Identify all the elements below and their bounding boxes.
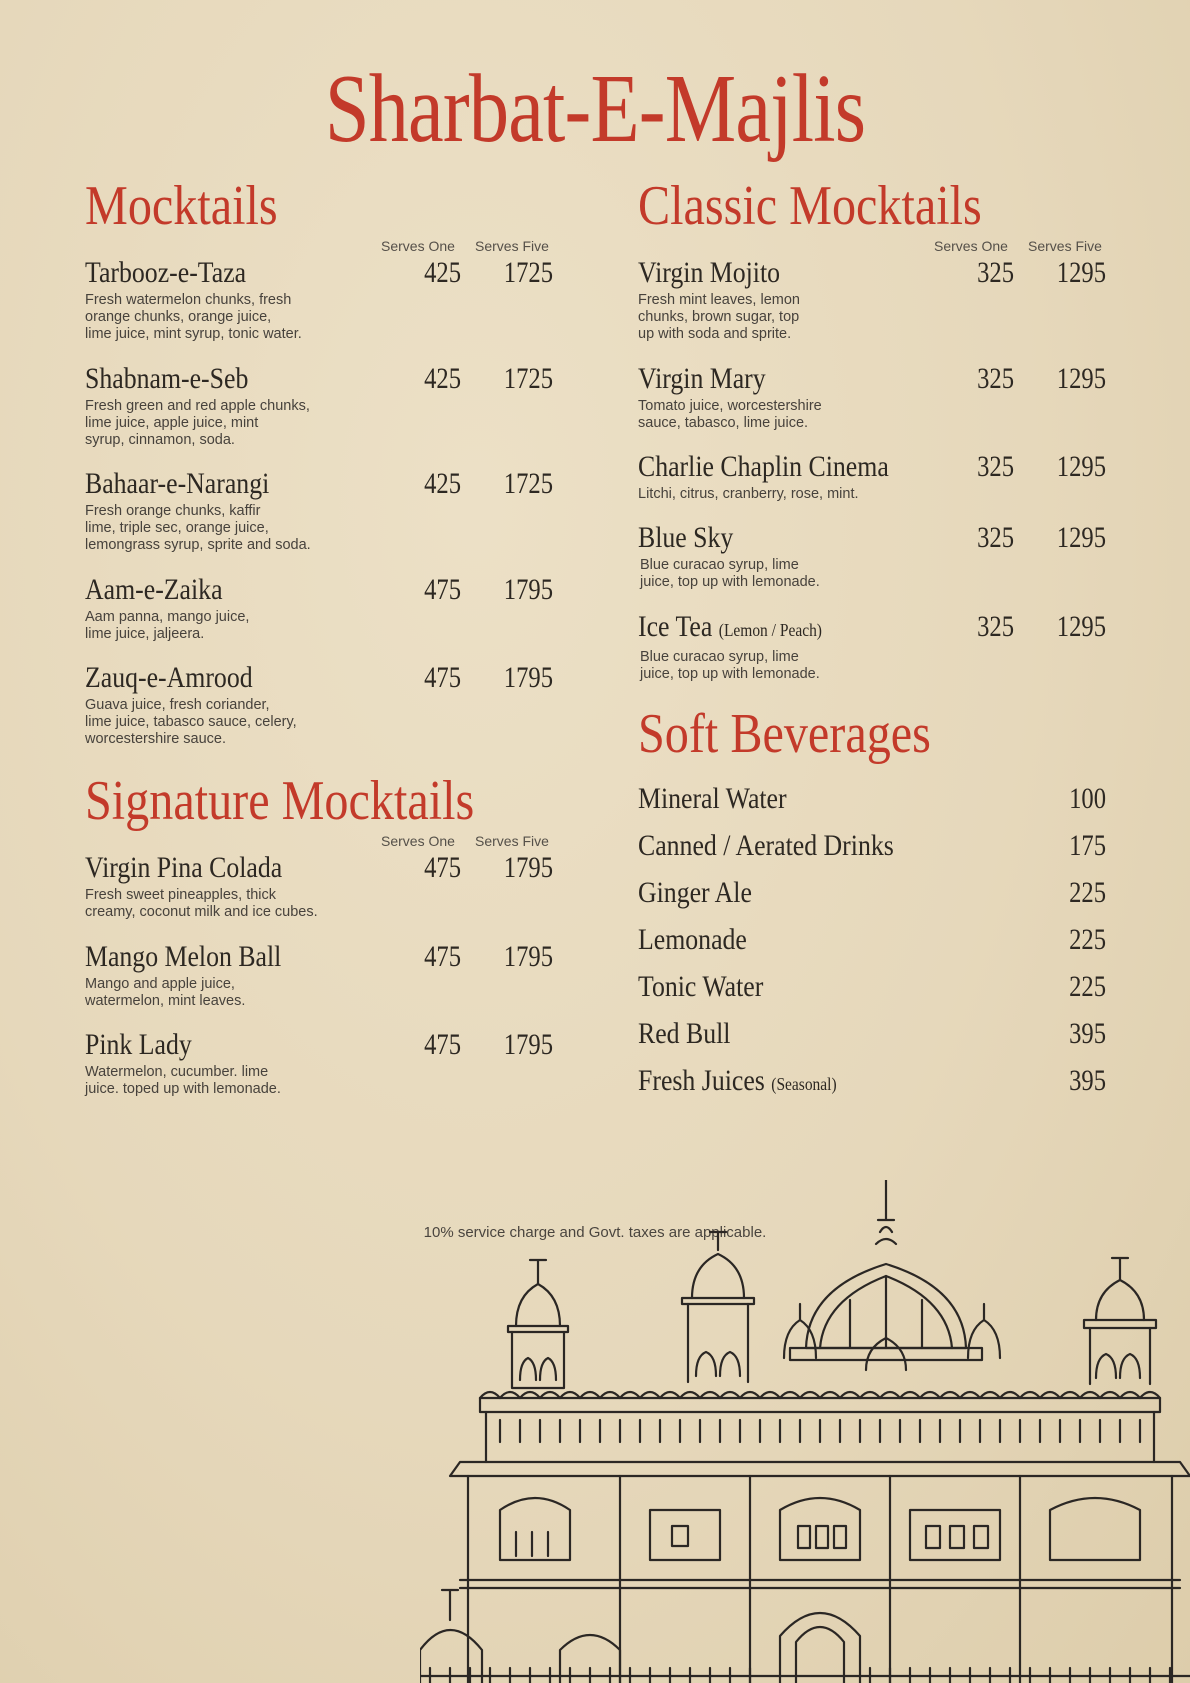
beverage-name-text: Fresh Juices bbox=[638, 1064, 765, 1097]
tax-note: 10% service charge and Govt. taxes are applicable. bbox=[423, 1224, 767, 1241]
item-name: Charlie Chaplin Cinema bbox=[638, 450, 889, 483]
description-line: lime juice, mint syrup, tonic water. bbox=[85, 326, 302, 342]
description-line: Fresh green and red apple chunks, bbox=[85, 398, 310, 414]
price-serves-one: 475 bbox=[424, 851, 461, 884]
beverage-price: 395 bbox=[1069, 1017, 1106, 1050]
beverage-price: 225 bbox=[1069, 923, 1106, 956]
item-description bbox=[85, 503, 555, 554]
menu-item bbox=[85, 851, 555, 940]
description-line: Watermelon, cucumber. lime bbox=[85, 1064, 269, 1080]
beverage-name: Lemonade bbox=[638, 923, 747, 956]
item-name-note: (Lemon / Peach) bbox=[718, 620, 822, 640]
description-line: up with soda and sprite. bbox=[638, 326, 792, 342]
item-name-text: Ice Tea bbox=[638, 610, 713, 643]
price-serves-five: 1795 bbox=[503, 1028, 553, 1061]
beverage-name bbox=[638, 1064, 837, 1101]
item-description bbox=[638, 486, 1108, 503]
item-name: Aam-e-Zaika bbox=[85, 573, 223, 606]
beverage-row bbox=[638, 829, 1108, 876]
description-line: lime juice, tabasco sauce, celery, bbox=[85, 714, 297, 730]
item-name: Zauq-e-Amrood bbox=[85, 661, 253, 694]
price-serves-five: 1725 bbox=[503, 256, 553, 289]
signature-heading: Signature Mocktails bbox=[85, 770, 475, 832]
description-line: Fresh watermelon chunks, fresh bbox=[85, 292, 292, 308]
beverage-row bbox=[638, 970, 1108, 1017]
item-description bbox=[85, 697, 555, 748]
item-name: Virgin Mary bbox=[638, 362, 766, 395]
item-description bbox=[638, 398, 1108, 432]
price-serves-one: 425 bbox=[424, 467, 461, 500]
beverage-name: Red Bull bbox=[638, 1017, 731, 1050]
price-serves-five: 1795 bbox=[503, 573, 553, 606]
price-serves-one: 325 bbox=[977, 256, 1014, 289]
price-serves-one: 325 bbox=[977, 521, 1014, 554]
serves-one-header: Serves One bbox=[934, 238, 1008, 254]
item-description bbox=[85, 292, 555, 343]
description-line: Guava juice, fresh coriander, bbox=[85, 697, 270, 713]
description-line: Fresh mint leaves, lemon bbox=[638, 292, 800, 308]
column-headers bbox=[85, 238, 555, 256]
price-serves-one: 475 bbox=[424, 661, 461, 694]
menu-item bbox=[638, 256, 1108, 362]
description-line: orange chunks, orange juice, bbox=[85, 309, 272, 325]
description-line: creamy, coconut milk and ice cubes. bbox=[85, 904, 318, 920]
menu-item bbox=[638, 362, 1108, 450]
price-serves-one: 475 bbox=[424, 940, 461, 973]
serves-one-header: Serves One bbox=[381, 238, 455, 254]
signature-section bbox=[85, 770, 555, 1116]
description-line: lime juice, jaljeera. bbox=[85, 626, 205, 642]
description-line: lemongrass syrup, sprite and soda. bbox=[85, 537, 311, 553]
price-serves-five: 1295 bbox=[1056, 521, 1106, 554]
menu-item bbox=[638, 610, 1108, 698]
price-serves-one: 325 bbox=[977, 362, 1014, 395]
item-name: Virgin Pina Colada bbox=[85, 851, 283, 884]
beverage-price: 100 bbox=[1069, 782, 1106, 815]
description-line: Litchi, citrus, cranberry, rose, mint. bbox=[638, 486, 859, 502]
beverage-row bbox=[638, 782, 1108, 829]
soft-beverages-heading: Soft Beverages bbox=[638, 703, 931, 765]
item-name bbox=[638, 610, 822, 647]
beverage-row bbox=[638, 876, 1108, 923]
description-line: watermelon, mint leaves. bbox=[85, 993, 246, 1009]
item-description bbox=[638, 649, 1108, 683]
description-line: Blue curacao syrup, lime bbox=[640, 557, 799, 573]
price-serves-one: 425 bbox=[424, 256, 461, 289]
description-line: juice, top up with lemonade. bbox=[640, 574, 820, 590]
beverage-price: 395 bbox=[1069, 1064, 1106, 1097]
column-headers bbox=[638, 238, 1108, 256]
beverage-name: Tonic Water bbox=[638, 970, 764, 1003]
price-serves-five: 1725 bbox=[503, 362, 553, 395]
menu-item bbox=[85, 661, 555, 749]
menu-item bbox=[85, 467, 555, 573]
soft-beverages-section bbox=[638, 703, 1108, 1111]
price-serves-five: 1295 bbox=[1056, 256, 1106, 289]
price-serves-five: 1295 bbox=[1056, 610, 1106, 643]
item-name: Bahaar-e-Narangi bbox=[85, 467, 270, 500]
menu-item bbox=[85, 573, 555, 661]
price-serves-five: 1295 bbox=[1056, 362, 1106, 395]
item-description bbox=[85, 976, 555, 1010]
description-line: lime juice, apple juice, mint bbox=[85, 415, 259, 431]
description-line: worcestershire sauce. bbox=[85, 731, 227, 747]
description-line: Blue curacao syrup, lime bbox=[640, 649, 799, 665]
item-name: Blue Sky bbox=[638, 521, 734, 554]
beverage-row bbox=[638, 923, 1108, 970]
description-line: juice. toped up with lemonade. bbox=[85, 1081, 281, 1097]
description-line: Fresh sweet pineapples, thick bbox=[85, 887, 277, 903]
beverage-price: 225 bbox=[1069, 970, 1106, 1003]
golden-temple-illustration bbox=[420, 1180, 1190, 1683]
description-line: juice, top up with lemonade. bbox=[640, 666, 820, 682]
menu-item bbox=[638, 450, 1108, 521]
description-line: syrup, cinnamon, soda. bbox=[85, 432, 235, 448]
price-serves-one: 325 bbox=[977, 610, 1014, 643]
column-headers bbox=[85, 833, 555, 851]
description-line: Aam panna, mango juice, bbox=[85, 609, 250, 625]
description-line: sauce, tabasco, lime juice. bbox=[638, 415, 809, 431]
menu-item bbox=[85, 256, 555, 362]
item-name: Shabnam-e-Seb bbox=[85, 362, 249, 395]
classic-heading: Classic Mocktails bbox=[638, 175, 982, 237]
mocktails-section bbox=[85, 175, 555, 749]
item-description bbox=[85, 398, 555, 449]
classic-section bbox=[638, 175, 1108, 698]
beverage-price: 225 bbox=[1069, 876, 1106, 909]
menu-item bbox=[85, 940, 555, 1028]
menu-item bbox=[85, 362, 555, 467]
menu-title: Sharbat-E-Majlis bbox=[324, 55, 866, 163]
item-name: Virgin Mojito bbox=[638, 256, 781, 289]
price-serves-five: 1295 bbox=[1056, 450, 1106, 483]
description-line: chunks, brown sugar, top bbox=[638, 309, 800, 325]
price-serves-five: 1795 bbox=[503, 851, 553, 884]
beverage-row bbox=[638, 1017, 1108, 1064]
beverage-name: Canned / Aerated Drinks bbox=[638, 829, 894, 862]
description-line: Tomato juice, worcestershire bbox=[638, 398, 822, 414]
serves-one-header: Serves One bbox=[381, 833, 455, 849]
item-description bbox=[85, 1064, 555, 1098]
beverage-name: Ginger Ale bbox=[638, 876, 752, 909]
beverage-name-note: (Seasonal) bbox=[771, 1074, 837, 1094]
item-name: Mango Melon Ball bbox=[85, 940, 282, 973]
item-description bbox=[85, 609, 555, 643]
item-name: Tarbooz-e-Taza bbox=[85, 256, 247, 289]
price-serves-five: 1795 bbox=[503, 661, 553, 694]
menu-item bbox=[638, 521, 1108, 610]
item-description bbox=[638, 292, 1108, 343]
price-serves-one: 325 bbox=[977, 450, 1014, 483]
beverage-name: Mineral Water bbox=[638, 782, 787, 815]
price-serves-one: 475 bbox=[424, 573, 461, 606]
serves-five-header: Serves Five bbox=[475, 833, 549, 849]
price-serves-five: 1725 bbox=[503, 467, 553, 500]
item-name: Pink Lady bbox=[85, 1028, 192, 1061]
price-serves-five: 1795 bbox=[503, 940, 553, 973]
serves-five-header: Serves Five bbox=[1028, 238, 1102, 254]
price-serves-one: 425 bbox=[424, 362, 461, 395]
beverage-price: 175 bbox=[1069, 829, 1106, 862]
beverage-row bbox=[638, 1064, 1108, 1111]
mocktails-heading: Mocktails bbox=[85, 175, 278, 237]
menu-item bbox=[85, 1028, 555, 1116]
item-description bbox=[85, 887, 555, 921]
description-line: lime, triple sec, orange juice, bbox=[85, 520, 269, 536]
price-serves-one: 475 bbox=[424, 1028, 461, 1061]
description-line: Fresh orange chunks, kaffir bbox=[85, 503, 261, 519]
item-description bbox=[638, 557, 1108, 591]
serves-five-header: Serves Five bbox=[475, 238, 549, 254]
description-line: Mango and apple juice, bbox=[85, 976, 235, 992]
